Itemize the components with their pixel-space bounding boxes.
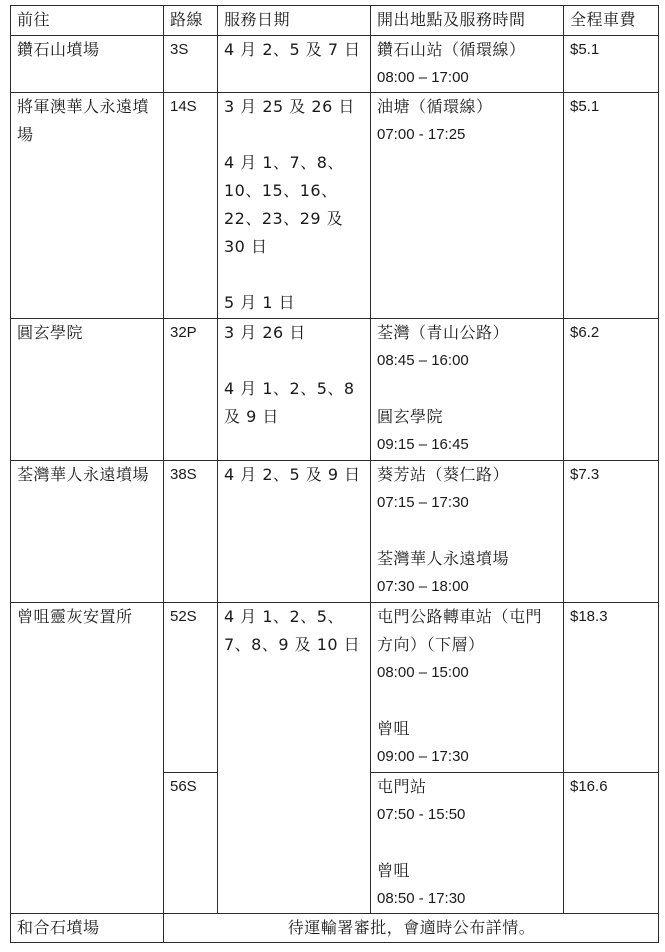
- destination-cell: 將軍澳華人永遠墳場: [11, 93, 164, 319]
- bus-schedule-table: [10, 5, 659, 943]
- destination-cell: 鑽石山墳場: [11, 36, 164, 93]
- header-destination: 前往: [11, 6, 164, 36]
- dates-cell: 4 月 1、2、5、7、8、9 及 10 日: [218, 603, 371, 914]
- table-row: [11, 461, 659, 603]
- table-row: [11, 914, 659, 943]
- departure-cell: 屯門公路轉車站（屯門方向）（下層） 08:00 – 15:00 曾咀 09:00 – 17:30: [371, 603, 564, 773]
- fare-cell: $18.3: [564, 603, 659, 773]
- header-fare: 全程車費: [564, 6, 659, 36]
- departure-cell: 油塘（循環線） 07:00 - 17:25: [371, 93, 564, 319]
- destination-cell: 和合石墳場: [11, 914, 164, 943]
- destination-cell: 圓玄學院: [11, 319, 164, 461]
- route-cell: 38S: [164, 461, 218, 603]
- route-cell: 14S: [164, 93, 218, 319]
- table-row: [11, 603, 659, 773]
- fare-cell: $7.3: [564, 461, 659, 603]
- fare-cell: $6.2: [564, 319, 659, 461]
- fare-cell: $5.1: [564, 93, 659, 319]
- fare-cell: $16.6: [564, 773, 659, 914]
- dates-cell: 3 月 26 日 4 月 1、2、5、8 及 9 日: [218, 319, 371, 461]
- destination-cell: 荃灣華人永遠墳場: [11, 461, 164, 603]
- dates-cell: 4 月 2、5 及 7 日: [218, 36, 371, 93]
- header-service-dates: 服務日期: [218, 6, 371, 36]
- pending-note: 待運輸署審批，會適時公布詳情。: [164, 914, 659, 943]
- destination-cell: 曾咀靈灰安置所: [11, 603, 164, 914]
- route-cell: 56S: [164, 773, 218, 914]
- route-cell: 32P: [164, 319, 218, 461]
- table-row: [11, 93, 659, 319]
- departure-cell: 屯門站 07:50 - 15:50 曾咀 08:50 - 17:30: [371, 773, 564, 914]
- departure-cell: 葵芳站（葵仁路） 07:15 – 17:30 荃灣華人永遠墳場 07:30 – 18:00: [371, 461, 564, 603]
- header-row: [11, 6, 659, 36]
- route-cell: 3S: [164, 36, 218, 93]
- table-row: [11, 319, 659, 461]
- dates-cell: 3 月 25 及 26 日 4 月 1、7、8、10、15、16、22、23、29 及 30 日 5 月 1 日: [218, 93, 371, 319]
- header-departure: 開出地點及服務時間: [371, 6, 564, 36]
- departure-cell: 荃灣（青山公路） 08:45 – 16:00 圓玄學院 09:15 – 16:45: [371, 319, 564, 461]
- header-route: 路線: [164, 6, 218, 36]
- table-row: [11, 36, 659, 93]
- dates-cell: 4 月 2、5 及 9 日: [218, 461, 371, 603]
- fare-cell: $5.1: [564, 36, 659, 93]
- route-cell: 52S: [164, 603, 218, 773]
- departure-cell: 鑽石山站（循環線） 08:00 – 17:00: [371, 36, 564, 93]
